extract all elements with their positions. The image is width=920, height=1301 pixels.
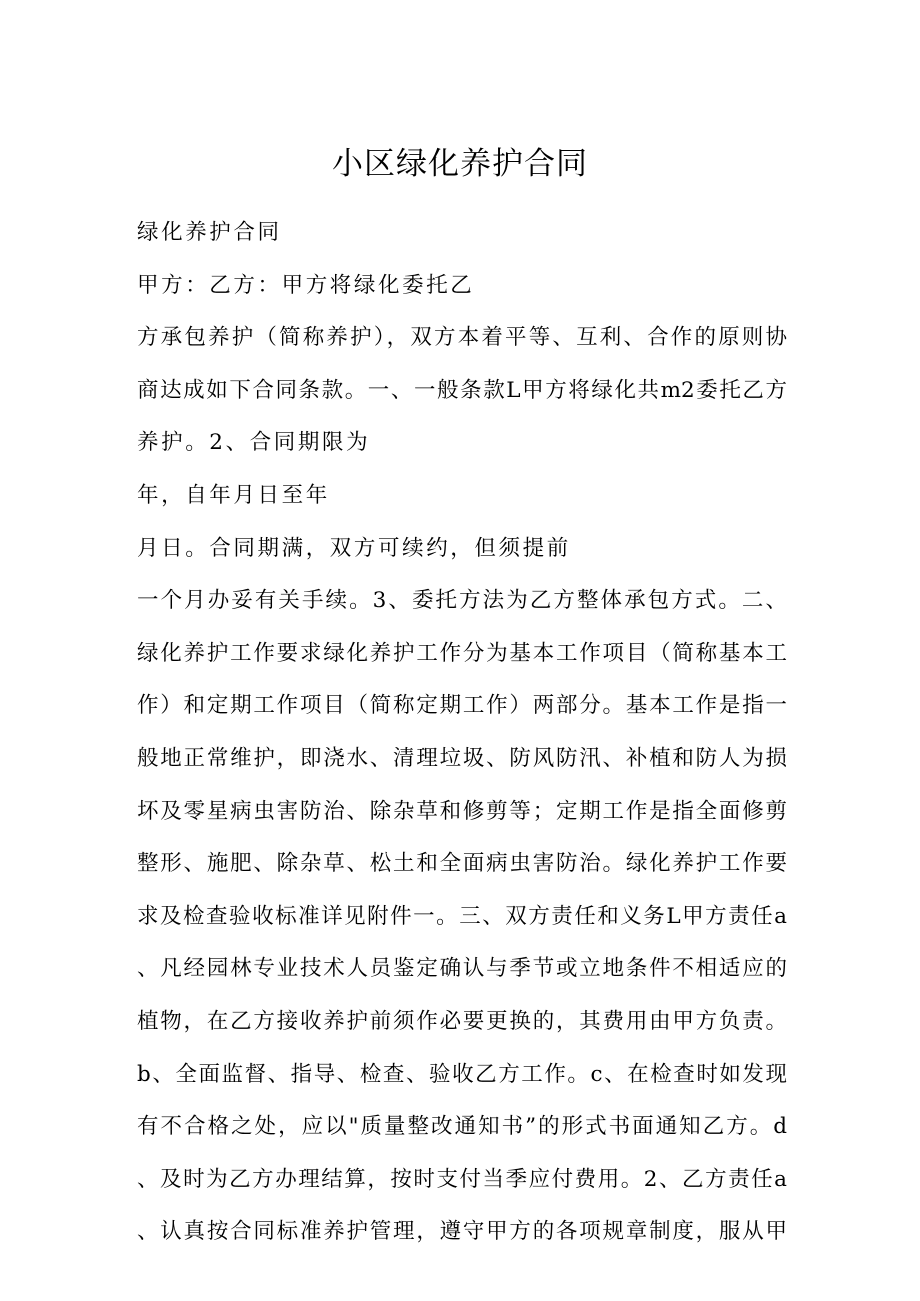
- body-line: 坏及零星病虫害防治、除杂草和修剪等；定期工作是指全面修剪: [137, 798, 787, 824]
- body-line: 、认真按合同标准养护管理，遵守甲方的各项规章制度，服从甲: [137, 1219, 787, 1245]
- body-line: 整形、施肥、除杂草、松土和全面病虫害防治。绿化养护工作要: [137, 851, 787, 877]
- body-line: 养护。2、合同期限为: [137, 430, 371, 456]
- body-line: 有不合格之处，应以"质量整改通知书”的形式书面通知乙方。d: [137, 1114, 787, 1140]
- body-line: 植物，在乙方接收养护前须作必要更换的，其费用由甲方负责。: [137, 1008, 787, 1034]
- body-line: 求及检查验收标准详见附件一。三、双方责任和义务L甲方责任a: [137, 903, 787, 929]
- body-line: 一个月办妥有关手续。3、委托方法为乙方整体承包方式。二、: [137, 588, 787, 614]
- body-line: 、及时为乙方办理结算，按时支付当季应付费用。2、乙方责任a: [137, 1166, 787, 1192]
- body-line: 般地正常维护，即浇水、清理垃圾、防风防汛、补植和防人为损: [137, 745, 787, 771]
- body-line: 年，自年月日至年: [137, 482, 330, 508]
- document-title: 小区绿化养护合同: [332, 146, 588, 182]
- document-body: [137, 211, 787, 1263]
- body-line: 、凡经园林专业技术人员鉴定确认与季节或立地条件不相适应的: [137, 956, 787, 982]
- body-line: 甲方：乙方：甲方将绿化委托乙: [137, 272, 475, 298]
- body-line: 绿化养护合同: [137, 220, 282, 245]
- body-line: 作）和定期工作项目（简称定期工作）两部分。基本工作是指一: [137, 693, 787, 719]
- body-line: 绿化养护工作要求绿化养护工作分为基本工作项目（简称基本工: [137, 640, 787, 666]
- body-line: 方承包养护（简称养护），双方本着平等、互利、合作的原则协: [137, 325, 787, 351]
- body-line: 商达成如下合同条款。一、一般条款L甲方将绿化共m2委托乙方: [137, 377, 787, 403]
- body-line: b、全面监督、指导、检查、验收乙方工作。c、在检查时如发现: [137, 1061, 787, 1087]
- body-line: 月日。合同期满，双方可续约，但须提前: [137, 535, 571, 561]
